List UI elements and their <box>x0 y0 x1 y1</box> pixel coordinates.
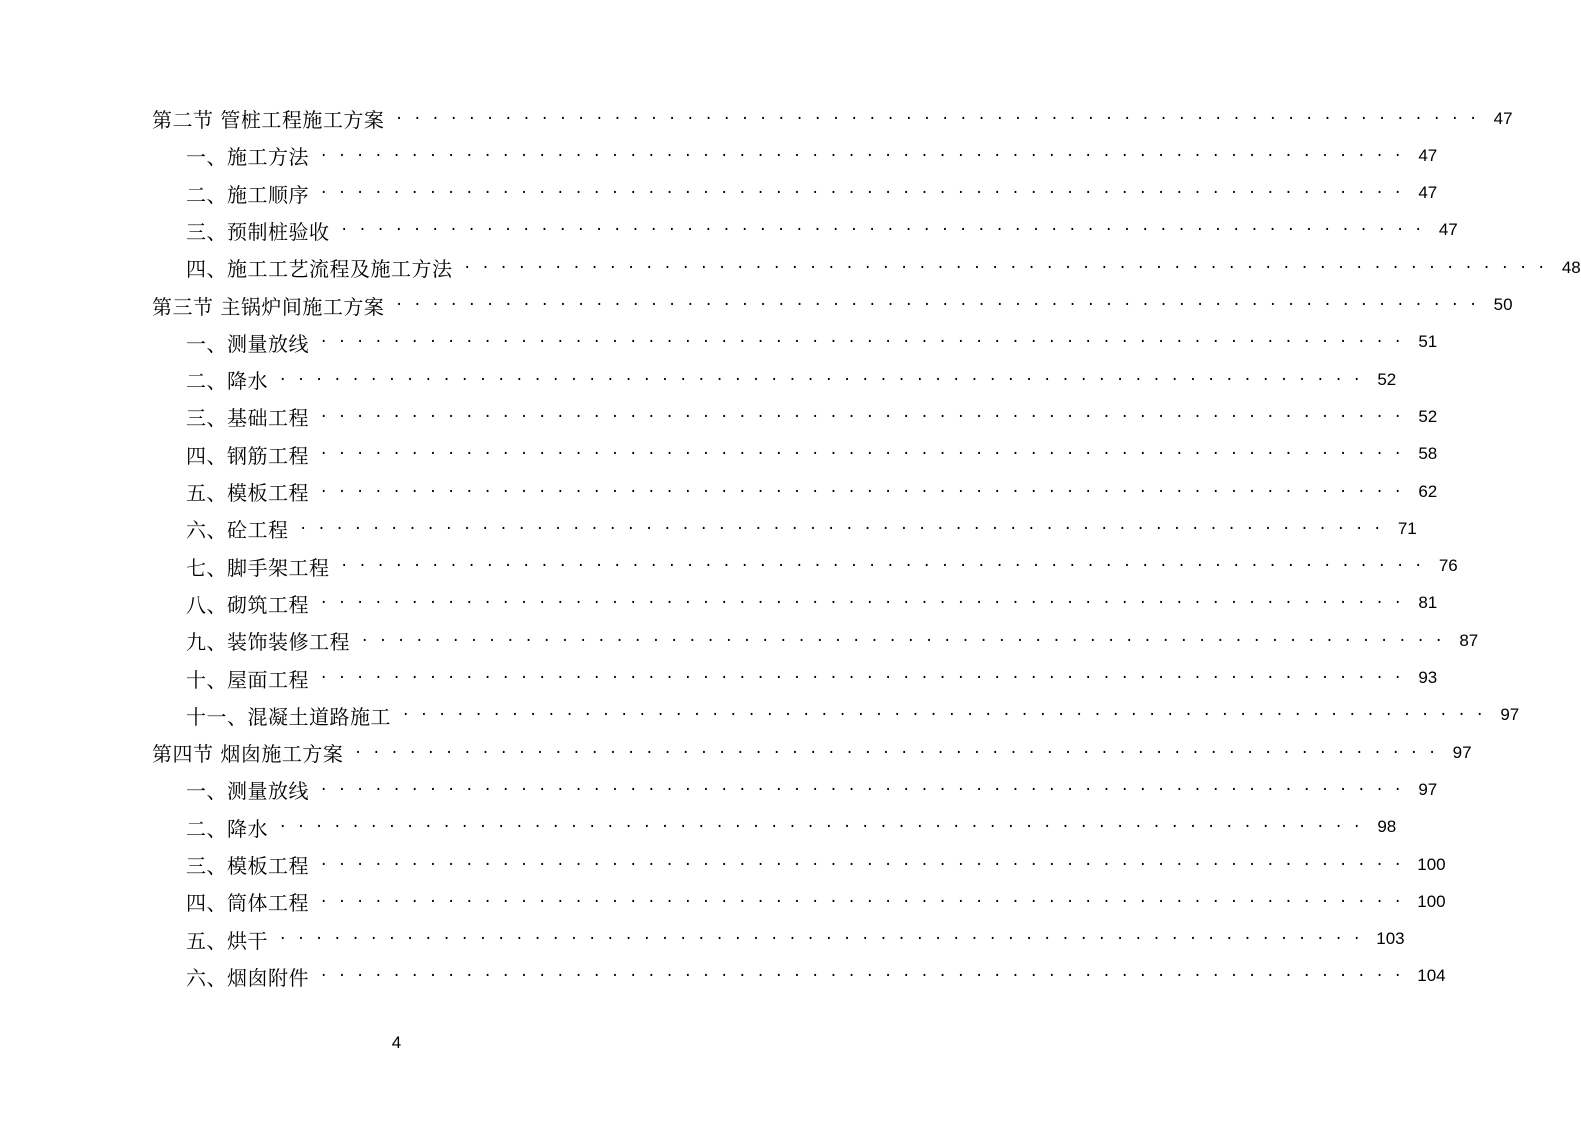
toc-subsection-entry[interactable] <box>186 510 1417 547</box>
toc-entry-label: 二、施工顺序 <box>186 182 309 207</box>
toc-subsection-entry[interactable] <box>186 361 1397 398</box>
toc-subsection-entry[interactable] <box>186 436 1438 473</box>
toc-leader-dots: ···························································· <box>280 817 1373 838</box>
toc-subsection-entry[interactable] <box>186 585 1438 622</box>
toc-subsection-entry[interactable] <box>186 809 1397 846</box>
toc-entry-page-number: 51 <box>1418 332 1438 352</box>
toc-leader-dots: ···························································· <box>321 183 1414 204</box>
toc-entry-label: 七、脚手架工程 <box>186 555 330 580</box>
toc-entry-page-number: 97 <box>1452 742 1472 762</box>
toc-subsection-entry[interactable] <box>186 771 1438 808</box>
toc-subsection-entry[interactable] <box>186 212 1458 249</box>
toc-leader-dots: ···························································· <box>321 668 1414 688</box>
toc-entry-page-number: 52 <box>1418 406 1438 426</box>
toc-subsection-entry[interactable] <box>186 324 1438 361</box>
toc-entry-label: 二、降水 <box>186 369 268 394</box>
toc-leader-dots: ···························································· <box>280 929 1373 950</box>
toc-subsection-entry[interactable] <box>186 697 1520 734</box>
toc-leader-dots: ···························································· <box>321 891 1414 912</box>
toc-entry-label: 一、施工方法 <box>186 145 309 170</box>
toc-entry-label: 三、基础工程 <box>186 406 309 431</box>
toc-leader-dots: ···························································· <box>321 779 1414 800</box>
toc-entry-label: 四、钢筋工程 <box>186 443 309 468</box>
toc-subsection-entry[interactable] <box>186 398 1438 435</box>
toc-leader-dots: ···························································· <box>280 369 1373 390</box>
toc-entry-label: 四、施工工艺流程及施工方法 <box>186 257 453 282</box>
toc-entry-page-number: 47 <box>1418 145 1438 165</box>
toc-subsection-entry[interactable] <box>186 958 1446 995</box>
toc-subsection-entry[interactable] <box>186 921 1405 958</box>
toc-leader-dots: ···························································· <box>300 518 1393 539</box>
toc-entry-label: 一、测量放线 <box>186 331 309 356</box>
toc-subsection-entry[interactable] <box>186 175 1438 212</box>
toc-subsection-entry[interactable] <box>186 883 1446 920</box>
toc-section-entry[interactable] <box>152 734 1472 771</box>
toc-subsection-entry[interactable] <box>186 137 1438 174</box>
toc-section-entry[interactable] <box>152 100 1513 137</box>
toc-entry-label: 九、装饰装修工程 <box>186 630 350 655</box>
toc-entry-page-number: 50 <box>1493 295 1513 314</box>
toc-entry-page-number: 47 <box>1438 220 1458 240</box>
toc-entry-label: 十、屋面工程 <box>186 667 309 692</box>
toc-leader-dots: ···························································· <box>321 593 1414 614</box>
toc-entry-label: 一、测量放线 <box>186 779 309 804</box>
toc-entry-page-number: 62 <box>1418 481 1438 501</box>
toc-subsection-entry[interactable] <box>186 473 1438 510</box>
toc-leader-dots: ···························································· <box>355 742 1448 763</box>
toc-entry-page-number: 58 <box>1418 444 1438 464</box>
toc-entry-page-number: 48 <box>1561 257 1581 277</box>
toc-entry-page-number: 81 <box>1418 593 1438 613</box>
toc-leader-dots: ···························································· <box>321 481 1414 502</box>
toc-subsection-entry[interactable] <box>186 249 1581 286</box>
toc-leader-dots: ···························································· <box>321 332 1414 353</box>
toc-leader-dots: ···························································· <box>403 705 1496 726</box>
toc-subsection-entry[interactable] <box>186 548 1458 585</box>
toc-entry-page-number: 100 <box>1417 891 1446 911</box>
toc-entry-page-number: 104 <box>1417 966 1446 986</box>
toc-leader-dots: ···························································· <box>341 220 1434 241</box>
toc-entry-label: 三、预制桩验收 <box>186 219 330 244</box>
toc-leader-dots: ···························································· <box>396 108 1489 129</box>
toc-entry-page-number: 47 <box>1493 108 1513 128</box>
toc-entry-label: 三、模板工程 <box>186 854 309 878</box>
toc-leader-dots: ···························································· <box>321 966 1414 987</box>
toc-entry-page-number: 52 <box>1377 369 1397 389</box>
toc-entry-page-number: 100 <box>1417 854 1446 874</box>
toc-entry-label: 十一、混凝土道路施工 <box>186 704 391 729</box>
toc-entry-page-number: 93 <box>1418 668 1438 687</box>
toc-entry-page-number: 87 <box>1459 630 1479 650</box>
toc-entry-page-number: 103 <box>1376 929 1405 949</box>
toc-entry-label: 五、模板工程 <box>186 481 309 505</box>
toc-entry-label: 六、烟囱附件 <box>186 965 309 990</box>
toc-entry-page-number: 97 <box>1500 705 1520 725</box>
toc-leader-dots: ···························································· <box>341 556 1434 577</box>
toc-leader-dots: ···························································· <box>321 854 1414 875</box>
toc-entry-page-number: 71 <box>1397 518 1417 538</box>
toc-leader-dots: ···························································· <box>321 406 1414 427</box>
toc-entry-page-number: 47 <box>1418 183 1438 203</box>
toc-section-entry[interactable] <box>152 287 1513 324</box>
toc-subsection-entry[interactable] <box>186 660 1438 697</box>
toc-entry-label: 五、烘干 <box>186 928 268 953</box>
toc-leader-dots: ···························································· <box>321 444 1414 465</box>
toc-entry-page-number: 97 <box>1418 779 1438 799</box>
toc-entry-label: 四、筒体工程 <box>186 891 309 916</box>
toc-entry-label: 第四节 烟囱施工方案 <box>152 742 344 767</box>
page-number: 4 <box>391 1033 402 1052</box>
toc-entry-page-number: 98 <box>1377 817 1397 837</box>
toc-entry-page-number: 76 <box>1438 556 1458 576</box>
toc-subsection-entry[interactable] <box>186 622 1479 659</box>
toc-entry-label: 六、砼工程 <box>186 518 289 543</box>
toc-entry-label: 第二节 管桩工程施工方案 <box>152 108 385 132</box>
toc-leader-dots: ···························································· <box>396 295 1489 315</box>
toc-leader-dots: ···························································· <box>464 257 1557 278</box>
toc-entry-label: 八、砌筑工程 <box>186 592 309 617</box>
toc-leader-dots: ···························································· <box>362 630 1455 651</box>
toc-entry-label: 第三节 主锅炉间施工方案 <box>152 294 385 319</box>
toc-leader-dots: ···························································· <box>321 145 1414 166</box>
toc-entry-label: 二、降水 <box>186 816 268 841</box>
toc-subsection-entry[interactable] <box>186 846 1446 883</box>
